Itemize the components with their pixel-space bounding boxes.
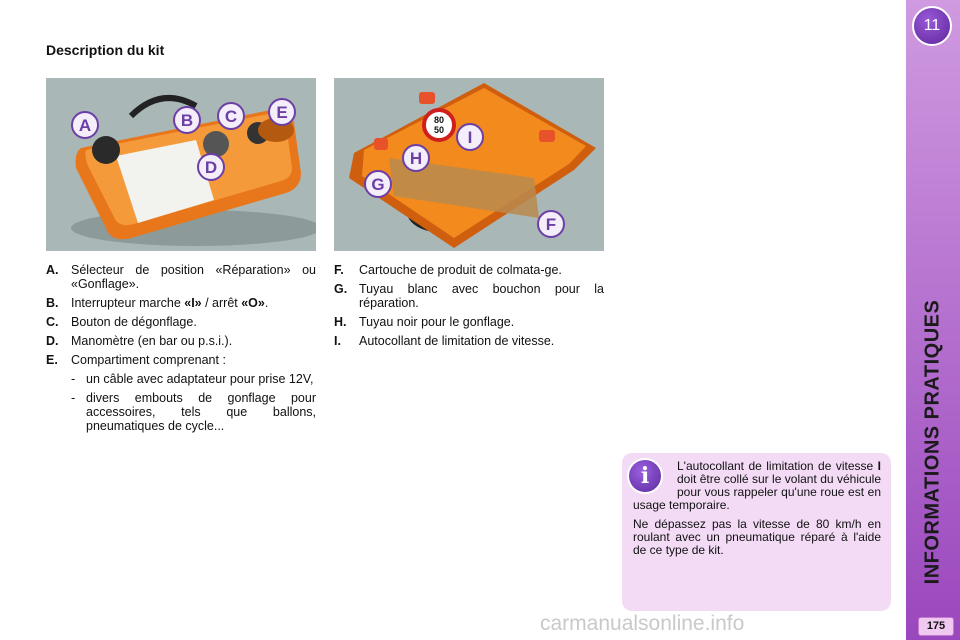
photo-label-g — [363, 169, 393, 204]
speed-sign-bottom-text: 50 — [433, 125, 445, 135]
sub-item-embouts — [46, 391, 316, 433]
item-key: C. — [46, 315, 59, 329]
list-item-e — [46, 353, 316, 367]
item-key: H. — [334, 315, 347, 329]
list-item-a — [46, 263, 316, 291]
photo-label-b-text: B — [180, 111, 194, 130]
photo-label-i-text: I — [467, 128, 473, 147]
item-key: E. — [46, 353, 58, 367]
section-title: Description du kit — [46, 42, 165, 58]
component-list-right — [334, 263, 604, 353]
photo-label-a-text: A — [78, 116, 92, 135]
list-item-f — [334, 263, 604, 277]
list-item-d — [46, 334, 316, 348]
dash: - — [71, 372, 76, 386]
page-number: 175 — [918, 617, 954, 636]
list-item-b — [46, 296, 316, 310]
sidebar-title: INFORMATIONS PRATIQUES — [921, 299, 944, 585]
item-key: A. — [46, 263, 59, 277]
item-key: G. — [334, 282, 348, 296]
item-text: Manomètre (en bar ou p.s.i.). — [71, 334, 233, 348]
photo-label-h-text: H — [409, 149, 423, 168]
list-item-h — [334, 315, 604, 329]
item-key: I. — [334, 334, 341, 348]
photo-label-i — [455, 122, 485, 157]
photo-label-h — [401, 143, 431, 178]
sub-item-cable — [46, 372, 316, 386]
info-paragraph-2: Ne dépassez pas la vitesse de 80 km/h en roulant avec un pneumatique réparé à l'aide de ce type de kit. — [633, 517, 881, 557]
info-text-part: L'autocollant de limitation de vitesse — [677, 459, 878, 473]
item-key: B. — [46, 296, 59, 310]
watermark: carmanualsonline.info — [540, 612, 745, 635]
photo-label-b — [172, 105, 202, 140]
info-text-part: doit être collé sur le volant du véhicule pour vous rappeler qu'une roue est en usage temporaire. — [633, 472, 881, 512]
component-list-left — [46, 263, 316, 438]
item-text: Tuyau blanc avec bouchon pour la réparation. — [359, 282, 604, 310]
item-text: Cartouche de produit de colmata-ge. — [359, 263, 562, 277]
speed-sign-top-text: 80 — [433, 115, 445, 125]
info-text — [633, 460, 881, 563]
info-paragraph-1 — [633, 460, 881, 512]
sub-item-text: divers embouts de gonflage pour accessoires, tels que ballons, pneumatiques de cycle... — [86, 391, 316, 433]
photo-label-d — [196, 152, 226, 187]
photo-label-e-text: E — [276, 103, 288, 122]
speed-limit-sign — [422, 108, 456, 147]
list-item-c — [46, 315, 316, 329]
info-text-bold: I — [877, 459, 881, 473]
item-text: Compartiment comprenant : — [71, 353, 226, 367]
item-text: Tuyau noir pour le gonflage. — [359, 315, 515, 329]
list-item-i — [334, 334, 604, 348]
item-text: / arrêt — [201, 296, 242, 310]
photo-label-c — [216, 101, 246, 136]
photo-label-a — [70, 110, 100, 145]
item-text: Bouton de dégonflage. — [71, 315, 197, 329]
info-icon: i — [627, 458, 663, 494]
photo-label-e — [267, 97, 297, 132]
item-text: Sélecteur de position «Réparation» ou «Gonflage». — [71, 263, 316, 291]
sub-item-text: un câble avec adaptateur pour prise 12V, — [86, 372, 314, 386]
dash: - — [71, 391, 76, 405]
item-text-bold: «I» — [184, 296, 202, 310]
item-key: F. — [334, 263, 344, 277]
item-text: Interrupteur marche — [71, 296, 185, 310]
photo-label-d-text: D — [204, 158, 218, 177]
item-key: D. — [46, 334, 59, 348]
photo-label-g-text: G — [371, 175, 385, 194]
item-text: . — [264, 296, 269, 310]
photo-label-c-text: C — [224, 107, 238, 126]
photo-label-f-text: F — [545, 215, 557, 234]
photo-label-f — [536, 209, 566, 244]
chapter-number-badge: 11 — [912, 6, 952, 46]
item-text-bold: «O» — [241, 296, 265, 310]
list-item-g — [334, 282, 604, 310]
item-text: Autocollant de limitation de vitesse. — [359, 334, 555, 348]
